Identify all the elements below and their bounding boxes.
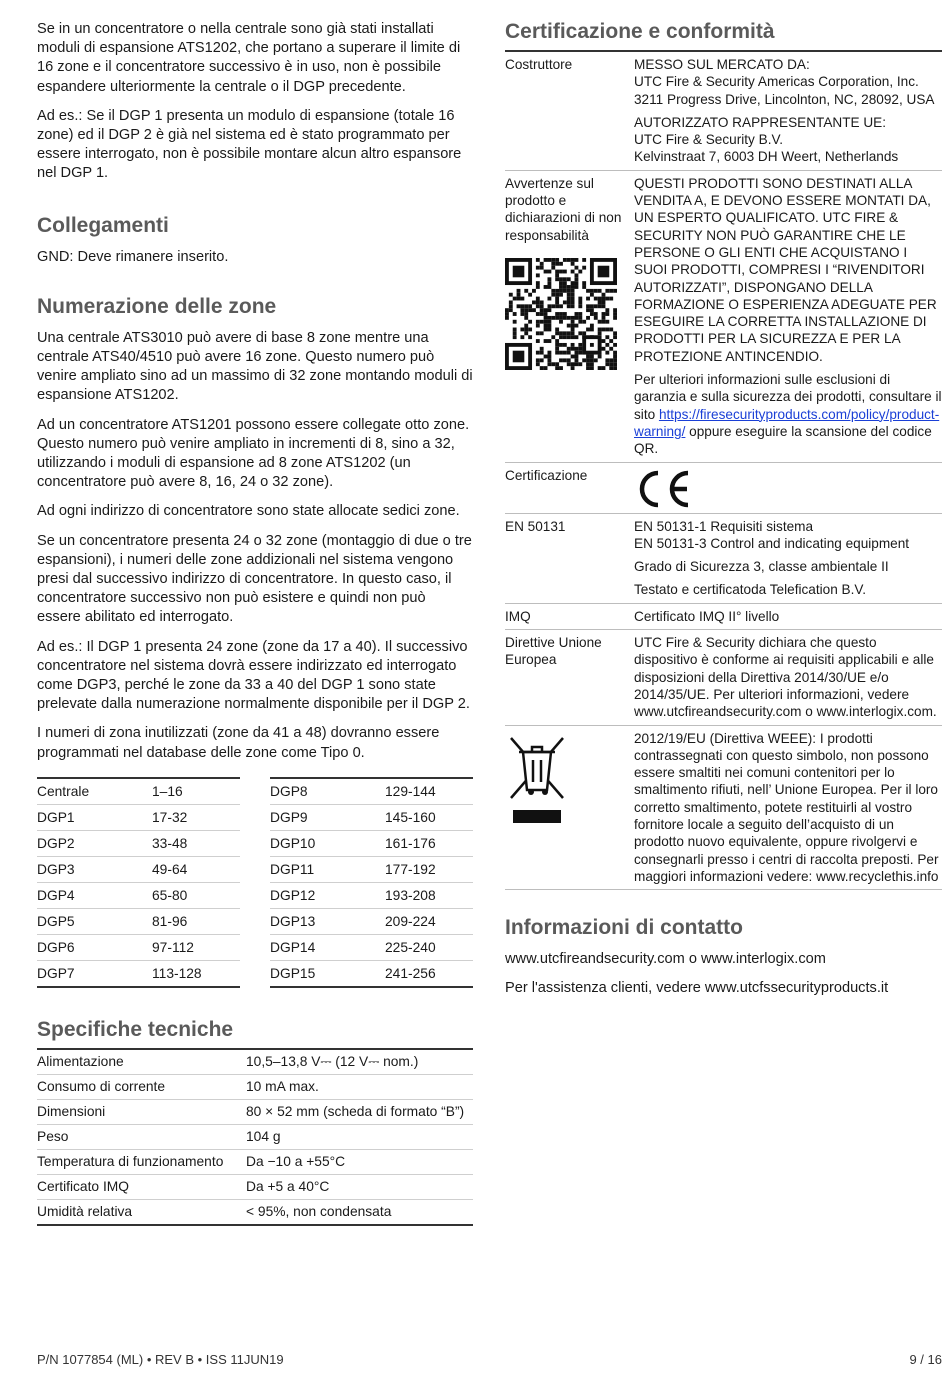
table-cell: DGP10 <box>270 830 385 856</box>
table-cell: DGP6 <box>37 934 152 960</box>
table-cell: DGP12 <box>270 882 385 908</box>
spec-key: Consumo di corrente <box>37 1074 246 1099</box>
footer-part-number: P/N 1077854 (ML) • REV B • ISS 11JUN19 <box>37 1352 284 1367</box>
table-row <box>505 462 942 513</box>
table-row <box>37 1049 473 1075</box>
specifiche-heading: Specifiche tecniche <box>37 1017 234 1041</box>
zone-tables <box>37 777 473 988</box>
table-cell: 113-128 <box>152 960 240 987</box>
table-row <box>37 804 240 830</box>
spec-key: Alimentazione <box>37 1049 246 1075</box>
direttive-label: Direttive Unione Europea <box>505 630 634 725</box>
avvertenze-cell <box>505 170 634 462</box>
contatti-heading: Informazioni di contatto <box>505 916 743 940</box>
costruttore-block <box>634 56 942 108</box>
collegamenti-text: GND: Deve rimanere inserito. <box>37 248 229 265</box>
table-cell: 81-96 <box>152 908 240 934</box>
table-cell: 65-80 <box>152 882 240 908</box>
en-block <box>634 518 942 553</box>
table-row <box>37 1099 473 1124</box>
certificazione-label: Certificazione <box>505 462 634 513</box>
certification-table <box>505 50 942 890</box>
spec-key: Certificato IMQ <box>37 1174 246 1199</box>
en-testato: Testato e certificatoda Telefication B.V. <box>634 582 866 598</box>
product-warning-link[interactable]: https://firesecurityproducts.com/policy/product-warning/ <box>634 406 940 439</box>
left-column <box>37 20 473 1226</box>
contatti-line-2: Per l'assistenza clienti, vedere www.utcfssecurityproducts.it <box>505 980 889 997</box>
spec-value: < 95%, non condensata <box>246 1199 473 1225</box>
table-cell: 129-144 <box>385 778 473 805</box>
certificazione-value <box>634 462 942 513</box>
costruttore-value <box>634 51 942 170</box>
numerazione-paragraph-2: Ad un concentratore ATS1201 possono essere collegate otto zone. Questo numero può venire ampliato in incrementi di 8, sino a 32, utilizzando i moduli di espansione ad 8 zone ATS1202 (un concentratore può avere 8, 16, 24 o 32 zone). <box>37 416 470 491</box>
table-cell: 177-192 <box>385 856 473 882</box>
table-cell: DGP13 <box>270 908 385 934</box>
spec-value: Da +5 a 40°C <box>246 1174 473 1199</box>
table-cell: 97-112 <box>152 934 240 960</box>
en-line: EN 50131-1 Requisiti sistema <box>634 518 814 534</box>
weee-icon-cell <box>505 725 634 890</box>
table-row <box>505 513 942 603</box>
en-line: EN 50131-3 Control and indicating equipment <box>634 535 910 551</box>
table-cell: 209-224 <box>385 908 473 934</box>
ce-mark-icon <box>634 469 692 509</box>
table-cell: 1–16 <box>152 778 240 805</box>
table-row <box>505 603 942 629</box>
footer-page-number: 9 / 16 <box>909 1352 942 1367</box>
numerazione-paragraph-4: Se un concentratore presenta 24 o 32 zone (montaggio di due o tre espansioni), i numeri delle zone addizionali nel sistema vengono presi dal successivo indirizzo di concentratore. In questo caso, il concentratore successivo non può esistere e quindi non può essere abilitato ed interrogato. <box>37 532 472 626</box>
table-cell: 193-208 <box>385 882 473 908</box>
intro-paragraph-2: Ad es.: Se il DGP 1 presenta un modulo di espansione (totale 16 zone) ed il DGP 2 è già nel sistema ed è stato programmato per essere interrogato, non è possibile montare alcun altro espansore nel DGP 1. <box>37 107 462 182</box>
spec-value: 10 mA max. <box>246 1074 473 1099</box>
table-row <box>37 1174 473 1199</box>
direttive-value: UTC Fire & Security dichiara che questo dispositivo è conforme ai requisiti applicabili e alle disposizioni della Direttiva 2014/30/UE e/o 2014/35/UE. Per ulteriori informazioni, vedere www.utcfireandsecurity.com o www.interlogix.com. <box>634 630 942 725</box>
table-row <box>270 778 473 805</box>
table-cell: DGP5 <box>37 908 152 934</box>
spec-key: Peso <box>37 1124 246 1149</box>
numerazione-heading: Numerazione delle zone <box>37 294 277 318</box>
table-row <box>37 1149 473 1174</box>
avvertenze-value <box>634 170 942 462</box>
table-row <box>270 934 473 960</box>
table-row <box>37 1074 473 1099</box>
weee-crossed-bin-icon <box>505 732 569 826</box>
intro-paragraph-1: Se in un concentratore o nella centrale sono già stati installati moduli di espansione ATS1202, che portano a superare il limite di 16 zone e il concentratore successivo è in uso, non è possibile espandere ulteriormente la centrale o il DGP precedente. <box>37 21 461 95</box>
table-cell: 17-32 <box>152 804 240 830</box>
table-row <box>37 882 240 908</box>
numerazione-paragraph-1: Una centrale ATS3010 può avere di base 8 zone mentre una centrale ATS40/4510 può avere 16 zone. Questo numero può venire ampliato sino ad un massimo di 32 zone montando moduli di espansione ATS1202. <box>37 329 473 404</box>
table-row <box>37 960 240 987</box>
spec-key: Dimensioni <box>37 1099 246 1124</box>
spec-value: 10,5–13,8 V⎓ (12 V⎓ nom.) <box>246 1049 473 1075</box>
table-row <box>270 856 473 882</box>
imq-value: Certificato IMQ II° livello <box>634 603 942 629</box>
table-row <box>505 170 942 462</box>
rappresentante-line: Kelvinstraat 7, 6003 DH Weert, Netherlands <box>634 149 899 165</box>
table-cell: DGP11 <box>270 856 385 882</box>
table-row <box>270 804 473 830</box>
avvertenze-more-post: oppure eseguire la scansione del codice QR. <box>634 423 932 457</box>
table-row <box>505 51 942 170</box>
table-cell: DGP9 <box>270 804 385 830</box>
table-row <box>37 934 240 960</box>
numerazione-paragraph-5: Ad es.: Il DGP 1 presenta 24 zone (zone da 17 a 40). Il successivo concentratore nel sistema dovrà essere indirizzato ed interrogato come DGP3, perché le zone da 33 a 40 del DGP 1 sono state prelevate dalla numerazione normalmente disponibile per il DGP 2. <box>37 638 470 713</box>
table-row <box>505 725 942 890</box>
spec-key: Temperatura di funzionamento <box>37 1149 246 1174</box>
table-cell: 241-256 <box>385 960 473 987</box>
weee-value: 2012/19/EU (Direttiva WEEE): I prodotti contrassegnati con questo simbolo, non possono essere smaltiti nei comuni contenitori per lo smaltimento rifiuti, nell’ Unione Europea. Per il loro corretto smaltimento, potete restituirli al vostro fornitore locale a seguito dell’acquisto di un prodotto nuovo equivalente, oppure rivolgervi e consegnarli presso i centri di raccolta preposti. Per maggiori informazioni vedere: www.recyclethis.info <box>634 725 942 890</box>
spec-value: 80 × 52 mm (scheda di formato “B”) <box>246 1099 473 1124</box>
avvertenze-label: Avvertenze sul prodotto e dichiarazioni di non responsabilità <box>505 175 622 243</box>
table-cell: 225-240 <box>385 934 473 960</box>
table-row <box>270 882 473 908</box>
table-cell: 145-160 <box>385 804 473 830</box>
table-row <box>37 778 240 805</box>
table-cell: DGP15 <box>270 960 385 987</box>
en-grado: Grado di Sicurezza 3, classe ambientale II <box>634 559 889 575</box>
table-cell: DGP3 <box>37 856 152 882</box>
table-cell: DGP7 <box>37 960 152 987</box>
table-row <box>37 1124 473 1149</box>
table-row <box>505 630 942 725</box>
spec-value: Da −10 a +55°C <box>246 1149 473 1174</box>
avvertenze-text: QUESTI PRODOTTI SONO DESTINATI ALLA VENDITA A, E DEVONO ESSERE MONTATI DA, UN ESPERTO QUALIFICATO. UTC FIRE & SECURITY NON PUÒ GARANTIRE CHE LE PERSONE O GLI ENTI CHE ACQUISTANO I SUOI PRODOTTI, COMPRESI I “RIVENDITORI AUTORIZZATI”, DISPONGANO DELLA FORMAZIONE O ESPERIENZA ADEGUATE PER ESEGUIRE LA CORRETTA INSTALLAZIONE DI PRODOTTI PER LA SICUREZZA E PER LA PROTEZIONE ANTINCENDIO. <box>634 175 937 364</box>
rappresentante-line: UTC Fire & Security B.V. <box>634 132 784 148</box>
table-cell: DGP14 <box>270 934 385 960</box>
table-cell: 33-48 <box>152 830 240 856</box>
table-cell: DGP8 <box>270 778 385 805</box>
en-label: EN 50131 <box>505 513 634 603</box>
table-row <box>37 908 240 934</box>
table-cell: DGP4 <box>37 882 152 908</box>
table-row <box>37 856 240 882</box>
table-row <box>270 830 473 856</box>
zone-table-left <box>37 777 240 988</box>
table-cell: DGP1 <box>37 804 152 830</box>
table-row <box>37 1199 473 1225</box>
rappresentante-block <box>634 114 942 166</box>
table-cell: 49-64 <box>152 856 240 882</box>
en-value <box>634 513 942 603</box>
table-cell: Centrale <box>37 778 152 805</box>
rappresentante-line: AUTORIZZATO RAPPRESENTANTE UE: <box>634 114 887 130</box>
spec-value: 104 g <box>246 1124 473 1149</box>
costruttore-line: 3211 Progress Drive, Lincolnton, NC, 28092, USA <box>634 91 935 107</box>
table-cell: DGP2 <box>37 830 152 856</box>
avvertenze-more <box>634 371 942 457</box>
table-row <box>270 908 473 934</box>
spec-table <box>37 1048 473 1226</box>
numerazione-paragraph-6: I numeri di zona inutilizzati (zone da 41 a 48) dovranno essere programmati nel database delle zone come Tipo 0. <box>37 725 440 761</box>
numerazione-paragraph-3: Ad ogni indirizzo di concentratore sono state allocate sedici zone. <box>37 503 460 520</box>
avvertenze-more-pre: Per ulteriori informazioni sulle esclusioni di garanzia e sulla sicurezza dei prodotti, consultare il sito <box>634 372 942 422</box>
certificazione-heading: Certificazione e conformità <box>505 20 775 43</box>
zone-table-right <box>270 777 473 988</box>
spec-key: Umidità relativa <box>37 1199 246 1225</box>
costruttore-label: Costruttore <box>505 51 634 170</box>
contatti-line-1: www.utcfireandsecurity.com o www.interlogix.com <box>505 951 826 968</box>
costruttore-line: UTC Fire & Security Americas Corporation, Inc. <box>634 74 919 90</box>
qr-code-icon <box>505 258 617 370</box>
imq-label: IMQ <box>505 603 634 629</box>
right-column <box>505 20 942 1009</box>
table-row <box>37 830 240 856</box>
table-row <box>270 960 473 987</box>
costruttore-line: MESSO SUL MERCATO DA: <box>634 57 810 72</box>
collegamenti-heading: Collegamenti <box>37 213 169 237</box>
table-cell: 161-176 <box>385 830 473 856</box>
